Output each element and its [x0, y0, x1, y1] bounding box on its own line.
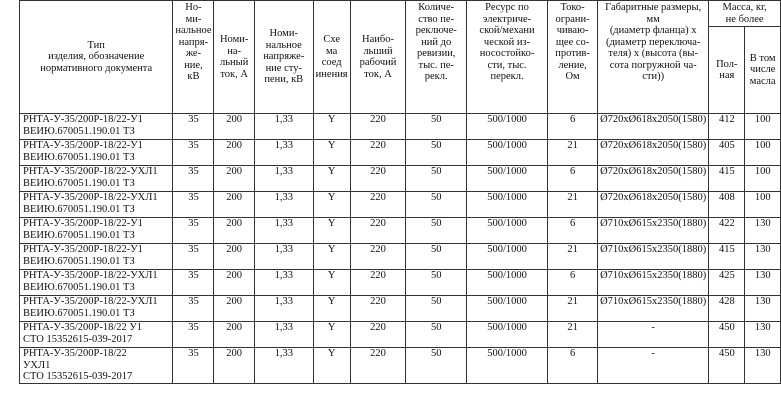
row-resistance: 21: [548, 322, 598, 348]
row-dimensions: Ø720xØ618x2050(1580): [598, 140, 709, 166]
row-current: 200: [214, 218, 254, 244]
row-step-voltage: 1,33: [254, 296, 313, 322]
header-resistance: Токо- ограни- чиваю- щее со- против- ление, Ом: [548, 1, 598, 114]
row-step-voltage: 1,33: [254, 218, 313, 244]
row-voltage: 35: [173, 348, 214, 384]
row-voltage: 35: [173, 244, 214, 270]
row-switch-count: 50: [406, 114, 467, 140]
row-max-current: 220: [350, 348, 406, 384]
row-switch-count: 50: [406, 192, 467, 218]
table-body: [20, 114, 781, 384]
row-switch-count: 50: [406, 140, 467, 166]
row-voltage: 35: [173, 166, 214, 192]
row-scheme: Y: [313, 348, 350, 384]
row-scheme: Y: [313, 270, 350, 296]
row-switch-count: 50: [406, 244, 467, 270]
row-switch-count: 50: [406, 296, 467, 322]
row-mass-full: 405: [709, 140, 745, 166]
row-name: РНТА-У-35/200Р-18/22-У1 ВЕИЮ.670051.190.01 ТЗ: [20, 140, 173, 166]
row-mass-full: 425: [709, 270, 745, 296]
row-mass-full: 422: [709, 218, 745, 244]
row-name: РНТА-У-35/200Р-18/22-У1 ВЕИЮ.670051.190.01 ТЗ: [20, 244, 173, 270]
table-row: [20, 114, 781, 140]
row-current: 200: [214, 322, 254, 348]
row-step-voltage: 1,33: [254, 322, 313, 348]
row-dimensions: Ø710xØ615x2350(1880): [598, 270, 709, 296]
row-resistance: 21: [548, 192, 598, 218]
header-scheme: Схе ма соед инения: [313, 1, 350, 114]
row-mass-full: 428: [709, 296, 745, 322]
row-max-current: 220: [350, 140, 406, 166]
row-resource: 500/1000: [467, 270, 548, 296]
row-mass-oil: 130: [745, 244, 781, 270]
row-mass-oil: 130: [745, 348, 781, 384]
row-resource: 500/1000: [467, 166, 548, 192]
row-current: 200: [214, 114, 254, 140]
row-current: 200: [214, 166, 254, 192]
row-resource: 500/1000: [467, 140, 548, 166]
row-resistance: 21: [548, 244, 598, 270]
header-mass: Масса, кг, не более: [709, 1, 781, 27]
row-max-current: 220: [350, 192, 406, 218]
row-name: РНТА-У-35/200Р-18/22-УХЛ1 ВЕИЮ.670051.190.01 ТЗ: [20, 166, 173, 192]
header-step-voltage: Номи- нальное напряже- ние сту- пени, кВ: [254, 1, 313, 114]
row-max-current: 220: [350, 114, 406, 140]
header-row: [20, 1, 781, 27]
table-row: [20, 348, 781, 384]
table-row: [20, 166, 781, 192]
table-row: [20, 140, 781, 166]
row-dimensions: Ø720xØ618x2050(1580): [598, 114, 709, 140]
row-max-current: 220: [350, 244, 406, 270]
row-mass-oil: 130: [745, 218, 781, 244]
row-voltage: 35: [173, 296, 214, 322]
header-max-current: Наибо- льший рабочий ток, А: [350, 1, 406, 114]
row-resistance: 6: [548, 270, 598, 296]
row-switch-count: 50: [406, 270, 467, 296]
row-scheme: Y: [313, 218, 350, 244]
row-voltage: 35: [173, 322, 214, 348]
header-voltage: Но- ми- нальное напря- же- ние, кВ: [173, 1, 214, 114]
header-switch-count: Количе- ство пе- реключе- ний до ревизии, тыс. пе- рекл.: [406, 1, 467, 114]
row-max-current: 220: [350, 166, 406, 192]
header-dimensions: Габаритные размеры, мм (диаметр фланца) х (диаметр переключа- теля) х (высота (вы- сота погружной ча- сти)): [598, 1, 709, 114]
row-dimensions: Ø710xØ615x2350(1880): [598, 296, 709, 322]
row-max-current: 220: [350, 322, 406, 348]
row-scheme: Y: [313, 166, 350, 192]
header-current: Номи- на- льный ток, А: [214, 1, 254, 114]
row-switch-count: 50: [406, 348, 467, 384]
row-mass-full: 412: [709, 114, 745, 140]
row-mass-oil: 100: [745, 192, 781, 218]
row-mass-full: 450: [709, 348, 745, 384]
row-resource: 500/1000: [467, 244, 548, 270]
row-current: 200: [214, 270, 254, 296]
row-step-voltage: 1,33: [254, 140, 313, 166]
row-resistance: 6: [548, 166, 598, 192]
row-voltage: 35: [173, 270, 214, 296]
row-dimensions: Ø720xØ618x2050(1580): [598, 192, 709, 218]
row-name: РНТА-У-35/200Р-18/22-У1 ВЕИЮ.670051.190.01 ТЗ: [20, 218, 173, 244]
row-mass-full: 415: [709, 244, 745, 270]
row-scheme: Y: [313, 192, 350, 218]
row-current: 200: [214, 244, 254, 270]
row-current: 200: [214, 192, 254, 218]
row-max-current: 220: [350, 218, 406, 244]
row-scheme: Y: [313, 322, 350, 348]
row-step-voltage: 1,33: [254, 348, 313, 384]
row-resistance: 6: [548, 218, 598, 244]
row-scheme: Y: [313, 296, 350, 322]
row-voltage: 35: [173, 140, 214, 166]
row-mass-oil: 130: [745, 322, 781, 348]
row-resource: 500/1000: [467, 218, 548, 244]
row-step-voltage: 1,33: [254, 270, 313, 296]
row-max-current: 220: [350, 296, 406, 322]
row-resistance: 6: [548, 114, 598, 140]
row-name: РНТА-У-35/200Р-18/22-УХЛ1 ВЕИЮ.670051.190.01 ТЗ: [20, 192, 173, 218]
row-mass-full: 408: [709, 192, 745, 218]
row-resource: 500/1000: [467, 296, 548, 322]
row-name: РНТА-У-35/200Р-18/22-У1 ВЕИЮ.670051.190.01 ТЗ: [20, 114, 173, 140]
row-name: РНТА-У-35/200Р-18/22-УХЛ1 ВЕИЮ.670051.190.01 ТЗ: [20, 296, 173, 322]
row-resistance: 21: [548, 140, 598, 166]
row-resource: 500/1000: [467, 348, 548, 384]
row-step-voltage: 1,33: [254, 114, 313, 140]
row-voltage: 35: [173, 218, 214, 244]
row-scheme: Y: [313, 114, 350, 140]
table-row: [20, 270, 781, 296]
header-type: Тип изделия, обозначение нормативного документа: [20, 1, 173, 114]
row-mass-full: 450: [709, 322, 745, 348]
row-dimensions: -: [598, 322, 709, 348]
row-voltage: 35: [173, 114, 214, 140]
row-resource: 500/1000: [467, 114, 548, 140]
table-row: [20, 322, 781, 348]
row-scheme: Y: [313, 244, 350, 270]
row-switch-count: 50: [406, 322, 467, 348]
table-row: [20, 244, 781, 270]
spec-table-container: [19, 0, 781, 384]
row-name: РНТА-У-35/200Р-18/22 У1 СТО 15352615-039-2017: [20, 322, 173, 348]
table-row: [20, 296, 781, 322]
row-resistance: 21: [548, 296, 598, 322]
row-mass-oil: 130: [745, 270, 781, 296]
row-dimensions: Ø710xØ615x2350(1880): [598, 218, 709, 244]
row-scheme: Y: [313, 140, 350, 166]
header-mass-full: Пол- ная: [709, 27, 745, 114]
header-mass-oil: В том числе масла: [745, 27, 781, 114]
row-mass-oil: 100: [745, 166, 781, 192]
row-switch-count: 50: [406, 218, 467, 244]
row-current: 200: [214, 140, 254, 166]
table-row: [20, 192, 781, 218]
row-voltage: 35: [173, 192, 214, 218]
row-resource: 500/1000: [467, 192, 548, 218]
row-current: 200: [214, 348, 254, 384]
row-mass-oil: 100: [745, 114, 781, 140]
header-resource: Ресурс по электриче- ской/механи ческой из- носостойко- сти, тыс. перекл.: [467, 1, 548, 114]
row-step-voltage: 1,33: [254, 166, 313, 192]
row-max-current: 220: [350, 270, 406, 296]
row-dimensions: Ø710xØ615x2350(1880): [598, 244, 709, 270]
row-resource: 500/1000: [467, 322, 548, 348]
table-row: [20, 218, 781, 244]
row-mass-oil: 100: [745, 140, 781, 166]
row-name: РНТА-У-35/200Р-18/22 УХЛ1 СТО 15352615-039-2017: [20, 348, 173, 384]
row-resistance: 6: [548, 348, 598, 384]
switch-spec-table: [19, 0, 781, 384]
row-dimensions: Ø720xØ618x2050(1580): [598, 166, 709, 192]
row-current: 200: [214, 296, 254, 322]
row-dimensions: -: [598, 348, 709, 384]
row-mass-full: 415: [709, 166, 745, 192]
row-step-voltage: 1,33: [254, 244, 313, 270]
row-switch-count: 50: [406, 166, 467, 192]
row-name: РНТА-У-35/200Р-18/22-УХЛ1 ВЕИЮ.670051.190.01 ТЗ: [20, 270, 173, 296]
row-mass-oil: 130: [745, 296, 781, 322]
row-step-voltage: 1,33: [254, 192, 313, 218]
